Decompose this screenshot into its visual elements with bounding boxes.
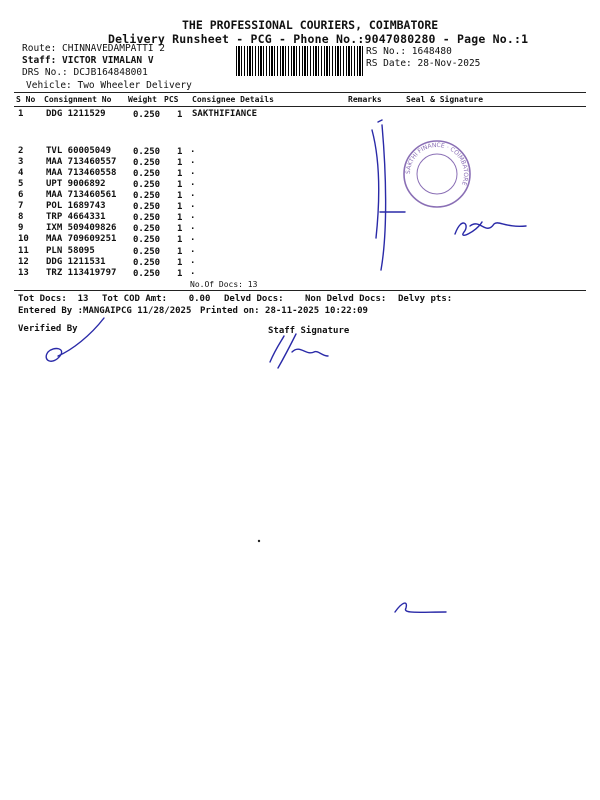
row-consignment: MAA 713460561 [46, 190, 117, 200]
row-weight: 0.250 [133, 180, 161, 190]
row-consignment: UPT 9006892 [46, 179, 106, 189]
row-weight: 0.250 [133, 169, 161, 179]
staff-info: Staff: VICTOR VIMALAN V [22, 55, 154, 66]
row-weight: 0.250 [133, 110, 161, 120]
row-consignment: POL 1689743 [46, 201, 106, 211]
row-pcs: 1 [177, 213, 183, 223]
row-weight: 0.250 [133, 191, 161, 201]
row-pcs: 1 [177, 235, 183, 245]
row-sno: 6 [18, 190, 24, 200]
row-sno: 11 [18, 246, 29, 256]
row-weight: 0.250 [133, 158, 161, 168]
row-weight: 0.250 [133, 147, 161, 157]
row-sno: 10 [18, 234, 29, 244]
row-sno: 13 [18, 268, 29, 278]
row-consignee: . [190, 245, 196, 255]
row-consignment: DDG 1211531 [46, 257, 106, 267]
row-pcs: 1 [177, 191, 183, 201]
row-sno: 5 [18, 179, 24, 189]
row-consignee: . [190, 267, 196, 277]
col-seal: Seal & Signature [406, 95, 484, 104]
row-weight: 0.250 [133, 258, 161, 268]
remarks-bracket [372, 120, 405, 270]
no-of-docs: No.Of Docs: 13 [190, 280, 258, 289]
row-consignee: . [190, 233, 196, 243]
drs-number: DRS No.: DCJB164848001 [22, 67, 148, 78]
rs-date: RS Date: 28-Nov-2025 [366, 58, 481, 69]
entered-by: Entered By :MANGAIPCG 11/28/2025 [18, 306, 192, 316]
col-weight: Weight [128, 95, 157, 104]
row-sno: 12 [18, 257, 29, 267]
row-weight: 0.250 [133, 224, 161, 234]
row-consignee: . [190, 222, 196, 232]
col-remarks: Remarks [348, 95, 382, 104]
row-weight: 0.250 [133, 247, 161, 257]
row-pcs: 1 [177, 202, 183, 212]
row-consignee: . [190, 145, 196, 155]
delvd-docs: Delvd Docs: [224, 294, 284, 304]
tot-docs: Tot Docs: 13 [18, 294, 89, 304]
row-consignment: TRP 4664331 [46, 212, 106, 222]
row-consignee: . [190, 178, 196, 188]
vehicle-info: Vehicle: Two Wheeler Delivery [26, 80, 192, 91]
svg-text:SAKTHI FINANCE · COIMBATORE [405, 142, 469, 187]
company-title: THE PROFESSIONAL COURIERS, COIMBATORE [182, 18, 439, 32]
row-pcs: 1 [177, 147, 183, 157]
col-pcs: PCS [164, 95, 179, 104]
row-sno: 4 [18, 168, 24, 178]
row-sno: 2 [18, 146, 24, 156]
row-consignment: MAA 713460557 [46, 157, 117, 167]
runsheet-title: Delivery Runsheet - PCG - Phone No.:9047080280 - Page No.:1 [108, 32, 529, 46]
row-sno: 8 [18, 212, 24, 222]
col-sno: S No [16, 95, 36, 104]
row-weight: 0.250 [133, 202, 161, 212]
staff-signature-label: Staff Signature [268, 326, 350, 336]
row-consignment: IXM 509409826 [46, 223, 117, 233]
row-sno: 9 [18, 223, 24, 233]
row-consignee: . [190, 200, 196, 210]
row-consignee: SAKTHIFIANCE [192, 109, 258, 119]
row-consignee: . [190, 256, 196, 266]
non-delvd-docs: Non Delvd Docs: [305, 294, 387, 304]
row-sno: 7 [18, 201, 24, 211]
row-consignment: MAA 709609251 [46, 234, 117, 244]
row-sno: 3 [18, 157, 24, 167]
row-pcs: 1 [177, 110, 183, 120]
row-consignment: TVL 60005049 [46, 146, 112, 156]
row-consignee: . [190, 156, 196, 166]
receiver-signature [455, 222, 526, 235]
row-weight: 0.250 [133, 213, 161, 223]
row-consignee: . [190, 189, 196, 199]
delvy-pts: Delvy pts: [398, 294, 453, 304]
bottom-ink-mark [395, 603, 446, 612]
route-info: Route: CHINNAVEDAMPATTI 2 [22, 43, 165, 54]
row-pcs: 1 [177, 258, 183, 268]
verified-by-label: Verified By [18, 324, 78, 334]
row-consignment: DDG 1211529 [46, 109, 106, 119]
row-pcs: 1 [177, 269, 183, 279]
row-pcs: 1 [177, 247, 183, 257]
seal-stamp-text: SAKTHI FINANCE · COIMBATORE [404, 141, 470, 187]
rs-number: RS No.: 1648480 [366, 46, 452, 57]
printed-on: Printed on: 28-11-2025 10:22:09 [200, 306, 368, 316]
staff-signature [270, 334, 328, 368]
seal-stamp-icon [404, 141, 470, 207]
row-weight: 0.250 [133, 269, 161, 279]
row-sno: 1 [18, 109, 24, 119]
row-consignment: TRZ 113419797 [46, 268, 117, 278]
row-pcs: 1 [177, 224, 183, 234]
row-consignment: PLN 58095 [46, 246, 95, 256]
tot-cod-amt: Tot COD Amt: 0.00 [102, 294, 211, 304]
row-weight: 0.250 [133, 235, 161, 245]
col-consignee: Consignee Details [192, 95, 274, 104]
row-consignment: MAA 713460558 [46, 168, 117, 178]
verified-signature [46, 318, 104, 361]
row-consignee: . [190, 167, 196, 177]
row-pcs: 1 [177, 158, 183, 168]
col-consignment: Consignment No [44, 95, 112, 104]
row-pcs: 1 [177, 180, 183, 190]
row-pcs: 1 [177, 169, 183, 179]
row-consignee: . [190, 211, 196, 221]
